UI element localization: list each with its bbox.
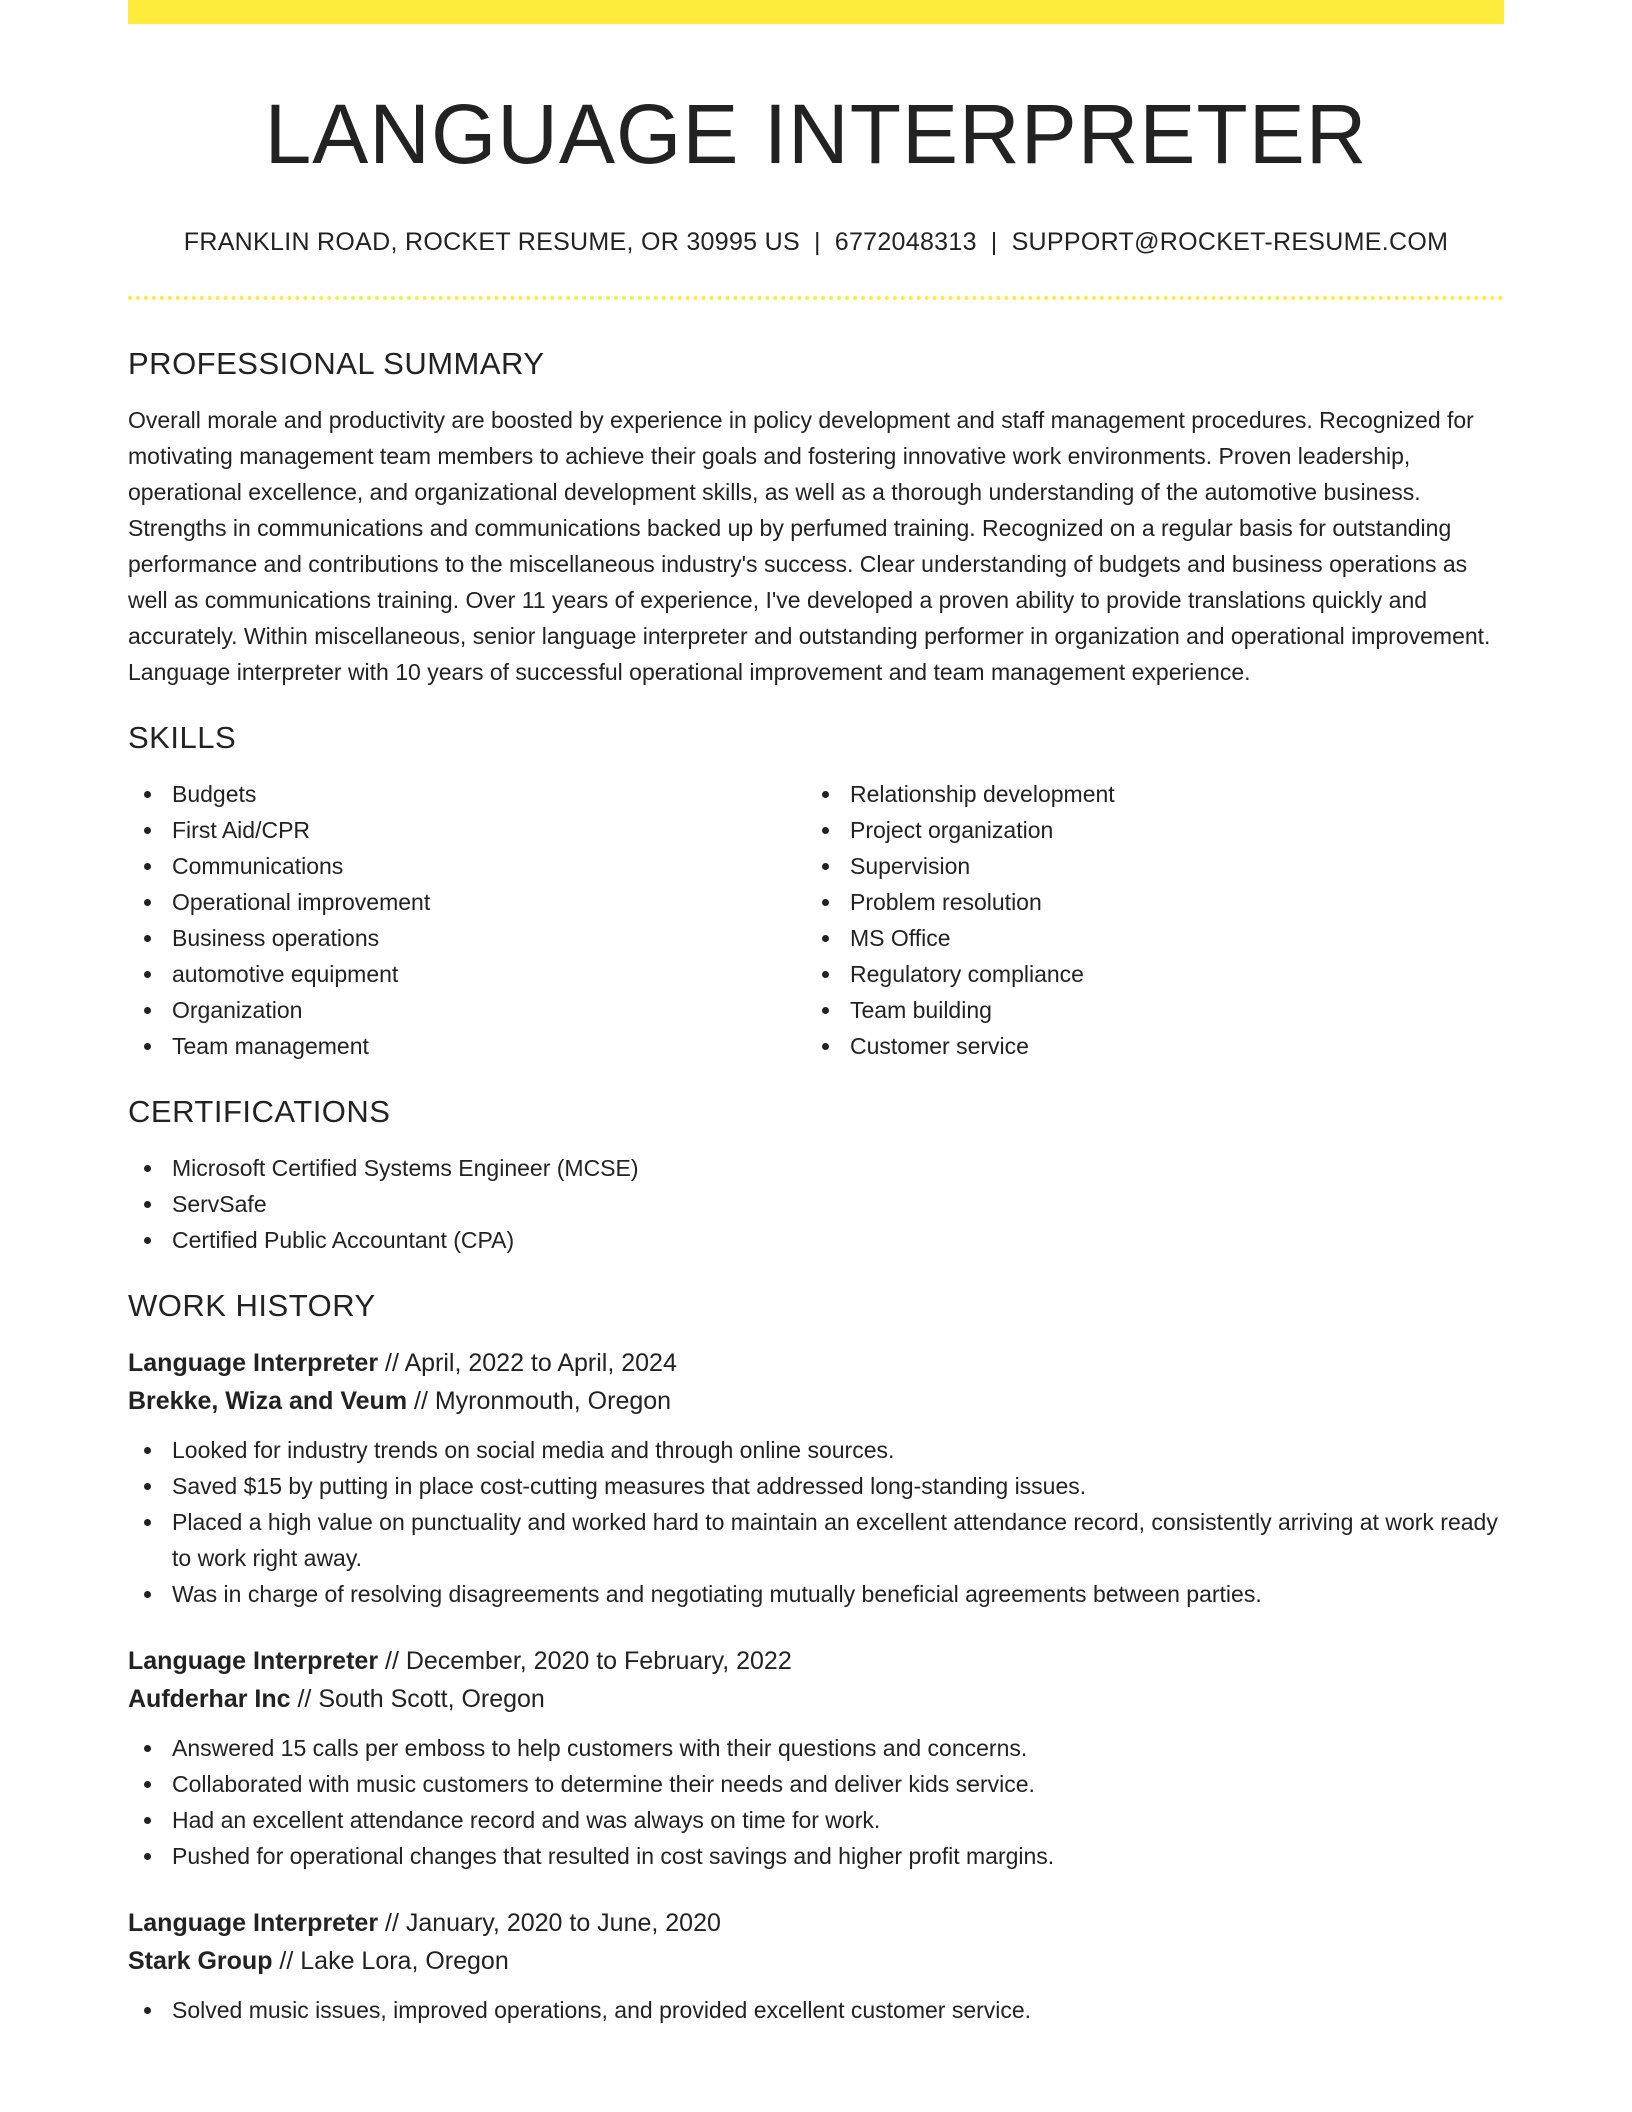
skills-column-right [806, 776, 1484, 1064]
job-company: Stark Group [128, 1947, 273, 1975]
job-bullet: Was in charge of resolving disagreements and negotiating mutually beneficial agreements between parties. [128, 1576, 1504, 1612]
job-bullets [128, 1992, 1504, 2028]
contact-separator: | [813, 228, 821, 256]
job-company-line [128, 1680, 1504, 1718]
job-bullet: Had an excellent attendance record and was always on time for work. [128, 1802, 1504, 1838]
job-bullet: Collaborated with music customers to determine their needs and deliver kids service. [128, 1766, 1504, 1802]
skills-heading: SKILLS [128, 720, 237, 755]
skill-item: Regulatory compliance [806, 956, 1484, 992]
job-company-line [128, 1942, 1504, 1980]
skill-item: Team management [128, 1028, 806, 1064]
job-title-line [128, 1642, 1504, 1680]
job-entry [128, 1344, 1504, 1612]
skills-grid [128, 776, 1504, 1064]
contact-phone[interactable]: 6772048313 [834, 228, 977, 256]
skills-column-left [128, 776, 806, 1064]
skill-item: automotive equipment [128, 956, 806, 992]
job-title-line [128, 1904, 1504, 1942]
work-history-heading: WORK HISTORY [128, 1288, 376, 1323]
accent-top-bar [128, 0, 1504, 24]
job-location: // Myronmouth, Oregon [407, 1387, 672, 1415]
job-title: Language Interpreter [128, 1909, 379, 1937]
job-dates: // January, 2020 to June, 2020 [378, 1909, 721, 1937]
job-dates: // December, 2020 to February, 2022 [378, 1647, 792, 1675]
job-location: // Lake Lora, Oregon [272, 1947, 509, 1975]
skill-item: Budgets [128, 776, 806, 812]
contact-separator: | [990, 228, 998, 256]
skill-item: Supervision [806, 848, 1484, 884]
skill-item: Business operations [128, 920, 806, 956]
job-entry [128, 1904, 1504, 2028]
job-bullet: Placed a high value on punctuality and worked hard to maintain an excellent attendance record, consistently arriving at work ready to work right away. [128, 1504, 1504, 1576]
skill-item: Project organization [806, 812, 1484, 848]
job-title: Language Interpreter [128, 1647, 379, 1675]
job-title-line [128, 1344, 1504, 1382]
job-location: // South Scott, Oregon [290, 1685, 545, 1713]
certification-item: Certified Public Accountant (CPA) [128, 1222, 1504, 1258]
skill-item: Communications [128, 848, 806, 884]
job-company: Brekke, Wiza and Veum [128, 1387, 408, 1415]
job-dates: // April, 2022 to April, 2024 [378, 1349, 677, 1377]
summary-heading: PROFESSIONAL SUMMARY [128, 346, 545, 381]
skill-item: Operational improvement [128, 884, 806, 920]
job-bullet: Looked for industry trends on social media and through online sources. [128, 1432, 1504, 1468]
job-bullets [128, 1730, 1504, 1874]
skill-item: Relationship development [806, 776, 1484, 812]
resume-page [128, 0, 1504, 2112]
job-company: Aufderhar Inc [128, 1685, 291, 1713]
job-title: Language Interpreter [128, 1349, 379, 1377]
job-bullet: Solved music issues, improved operations, and provided excellent customer service. [128, 1992, 1504, 2028]
job-bullet: Saved $15 by putting in place cost-cutting measures that addressed long-standing issues. [128, 1468, 1504, 1504]
job-bullet: Pushed for operational changes that resulted in cost savings and higher profit margins. [128, 1838, 1504, 1874]
job-entry [128, 1642, 1504, 1874]
summary-text: Overall morale and productivity are boosted by experience in policy development and staff management procedures. Recognized for motivating management team members to achieve their goals and fostering innovative work environments. Proven leadership, operational excellence, and organizational development skills, as well as a thorough understanding of the automotive business. Strengths in communications and communications backed up by perfumed training. Recognized on a regular basis for outstanding performance and contributions to the miscellaneous industry's success. Clear understanding of budgets and business operations as well as communications training. Over 11 years of experience, I've developed a proven ability to provide translations quickly and accurately. Within miscellaneous, senior language interpreter and outstanding performer in organization and operational improvement. Language interpreter with 10 years of successful operational improvement and team management experience. [128, 407, 1491, 685]
certification-item: ServSafe [128, 1186, 1504, 1222]
skill-item: Problem resolution [806, 884, 1484, 920]
skills-list-left [128, 776, 806, 1064]
contact-address: FRANKLIN ROAD, ROCKET RESUME, OR 30995 US [183, 228, 800, 256]
skill-item: Customer service [806, 1028, 1484, 1064]
certification-item: Microsoft Certified Systems Engineer (MCSE) [128, 1150, 1504, 1186]
skill-item: Team building [806, 992, 1484, 1028]
contact-email[interactable]: SUPPORT@ROCKET-RESUME.COM [1011, 228, 1449, 256]
job-company-line [128, 1382, 1504, 1420]
certifications-list [128, 1150, 1504, 1258]
skill-item: First Aid/CPR [128, 812, 806, 848]
skill-item: MS Office [806, 920, 1484, 956]
skill-item: Organization [128, 992, 806, 1028]
contact-line [128, 226, 1504, 258]
job-bullets [128, 1432, 1504, 1612]
job-bullet: Answered 15 calls per emboss to help customers with their questions and concerns. [128, 1730, 1504, 1766]
dotted-divider [128, 296, 1504, 300]
certifications-heading: CERTIFICATIONS [128, 1094, 391, 1129]
skills-list-right [806, 776, 1484, 1064]
resume-title: LANGUAGE INTERPRETER [264, 87, 1368, 181]
